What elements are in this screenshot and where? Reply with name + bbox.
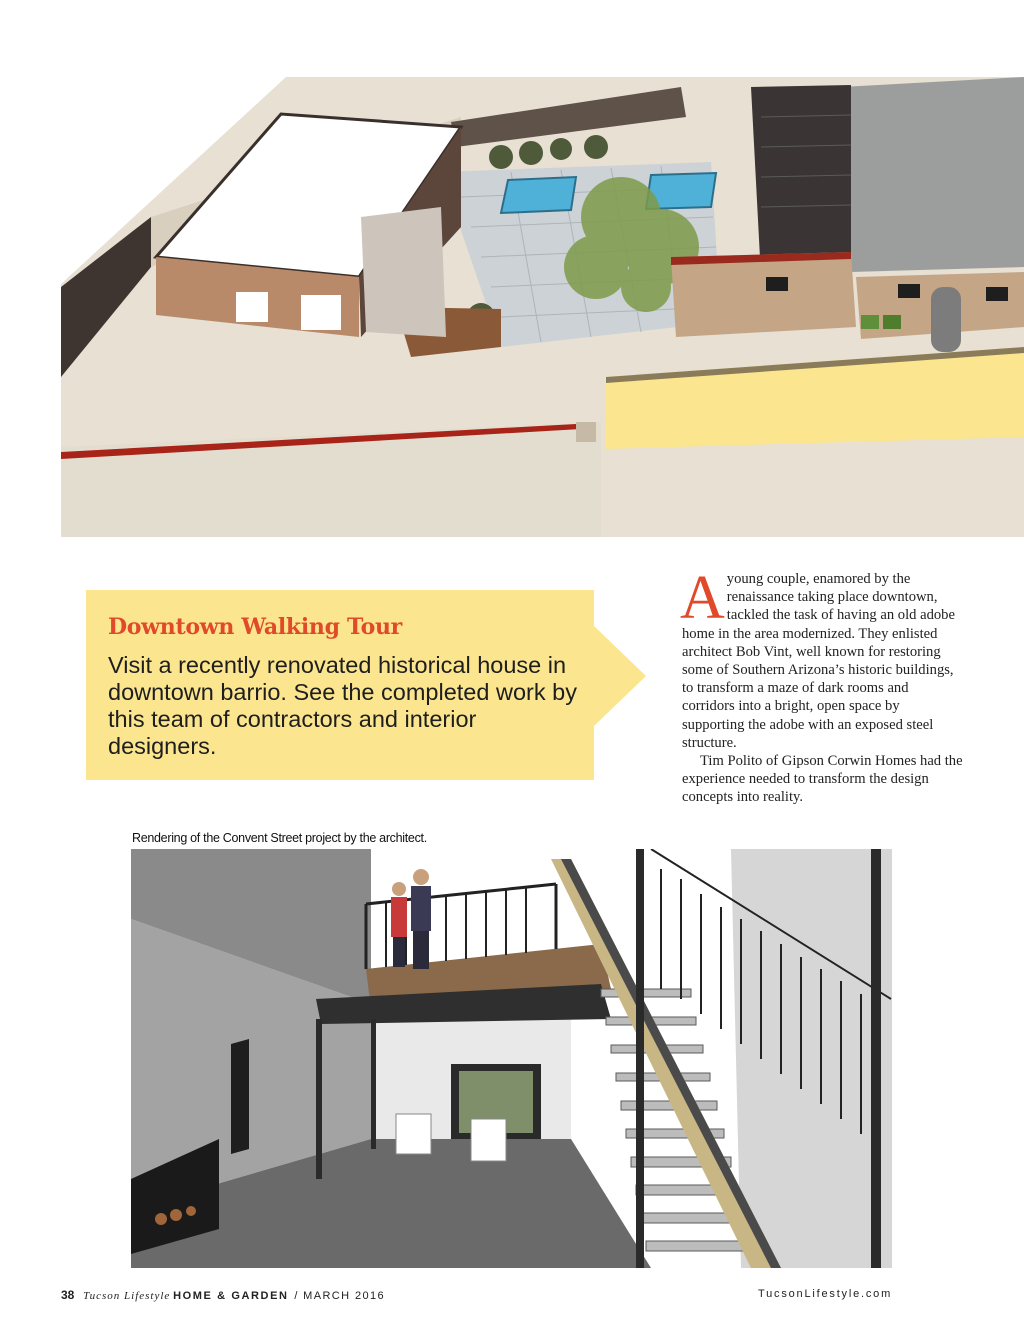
footer-left [61,1288,385,1302]
article-paragraph-1 [680,564,964,752]
article-paragraph-2: Tim Polito of Gipson Corwin Homes had the experience needed to transform the design concepts into reality. [682,753,963,806]
section-name: HOME & GARDEN [173,1290,289,1302]
drop-cap: A [680,564,725,632]
article-body [680,564,964,807]
footer-separator: / [294,1290,298,1302]
website-url: TucsonLifestyle.com [758,1288,893,1300]
aerial-site-rendering [61,77,1024,537]
page-number: 38 [61,1288,75,1302]
callout-pointer [594,626,646,726]
callout-body: Visit a recently renovated historical house in downtown barrio. See the completed work by this team of contractors and interior designers. [108,652,577,759]
article-paragraph-1-text: young couple, enamored by the renaissance taking place downtown, tackled the task of having an old adobe home in the area modernized. They enlisted architect Bob Vint, well known for restoring some of Southern Arizona’s historic buildings, to transform a maze of dark rooms and corridors into a bright, open space by supporting the adobe with an exposed steel structure. [682,571,955,751]
image-caption: Rendering of the Convent Street project by the architect. [132,831,427,845]
magazine-name: Tucson Lifestyle [83,1290,171,1302]
interior-stair-rendering [131,849,892,1268]
callout-title: Downtown Walking Tour [108,614,402,640]
issue-date: MARCH 2016 [303,1290,386,1302]
